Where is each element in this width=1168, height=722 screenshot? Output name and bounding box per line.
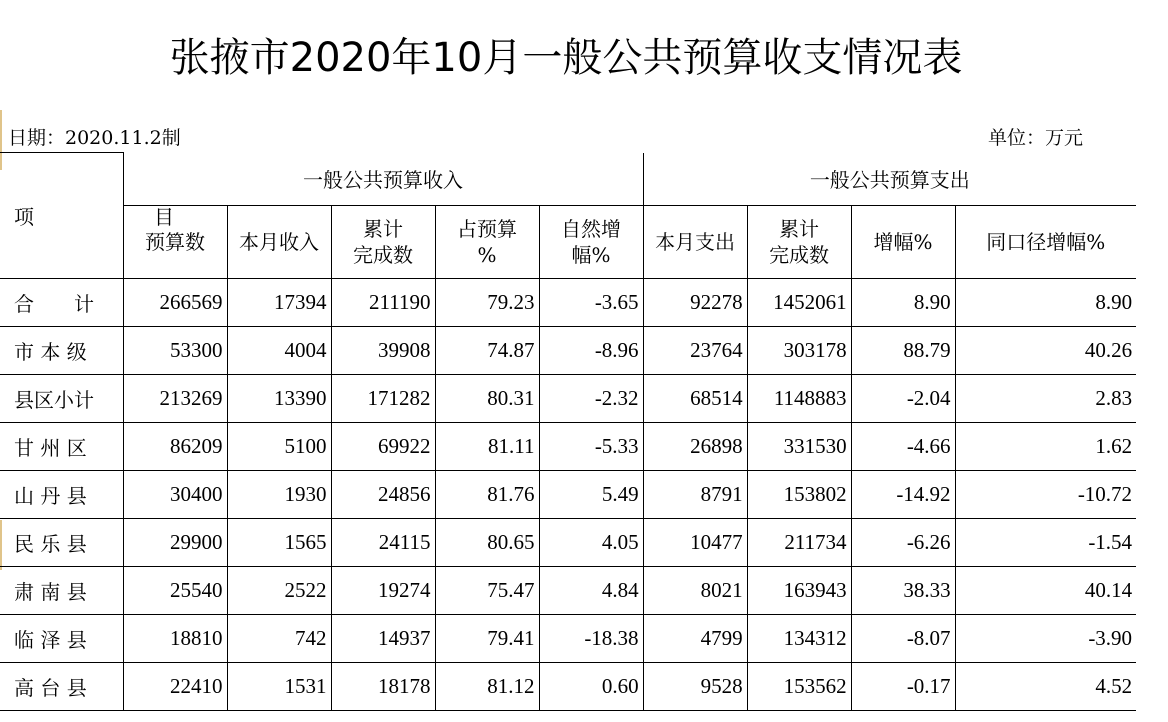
- cell-growth: -14.92: [851, 470, 955, 518]
- cell-growth: 8.90: [851, 278, 955, 326]
- cell-growth: 38.33: [851, 566, 955, 614]
- cell-natural-growth: -18.38: [539, 614, 643, 662]
- cell-cum-income: 211190: [331, 278, 435, 326]
- cell-budget-pct: 81.12: [435, 662, 539, 710]
- cell-cum-expense: 211734: [747, 518, 851, 566]
- cell-cum-expense: 153562: [747, 662, 851, 710]
- col-header-budget: 预算数: [123, 205, 227, 278]
- cell-growth: -4.66: [851, 422, 955, 470]
- cell-cum-expense: 163943: [747, 566, 851, 614]
- cell-budget-pct: 80.31: [435, 374, 539, 422]
- cell-month-income: 17394: [227, 278, 331, 326]
- col-header-cum-expense: 累计 完成数: [747, 205, 851, 278]
- cell-month-income: 2522: [227, 566, 331, 614]
- row-name: 高 台 县: [0, 662, 123, 710]
- cell-month-income: 1565: [227, 518, 331, 566]
- cell-cum-expense: 331530: [747, 422, 851, 470]
- cell-growth: -6.26: [851, 518, 955, 566]
- cell-cum-expense: 134312: [747, 614, 851, 662]
- cell-budget: 22410: [123, 662, 227, 710]
- cell-budget: 25540: [123, 566, 227, 614]
- cell-cum-income: 24115: [331, 518, 435, 566]
- cell-budget: 18810: [123, 614, 227, 662]
- row-name: 甘 州 区: [0, 422, 123, 470]
- cell-budget: 213269: [123, 374, 227, 422]
- cell-budget-pct: 81.11: [435, 422, 539, 470]
- row-name: 肃 南 县: [0, 566, 123, 614]
- cell-month-income: 4004: [227, 326, 331, 374]
- table-row: [0, 422, 1136, 470]
- cell-budget-pct: 81.76: [435, 470, 539, 518]
- cell-growth: 88.79: [851, 326, 955, 374]
- cell-month-expense: 4799: [643, 614, 747, 662]
- cell-same-basis-growth: -1.54: [955, 518, 1136, 566]
- cell-budget: 29900: [123, 518, 227, 566]
- cell-cum-income: 19274: [331, 566, 435, 614]
- cell-month-income: 1930: [227, 470, 331, 518]
- cell-cum-income: 39908: [331, 326, 435, 374]
- row-name: 县区小计: [0, 374, 123, 422]
- cell-budget: 53300: [123, 326, 227, 374]
- table-row: [0, 614, 1136, 662]
- cell-natural-growth: -3.65: [539, 278, 643, 326]
- row-name: 市 本 级: [0, 326, 123, 374]
- cell-natural-growth: 4.84: [539, 566, 643, 614]
- cell-growth: -0.17: [851, 662, 955, 710]
- cell-natural-growth: 5.49: [539, 470, 643, 518]
- col-header-month-expense: 本月支出: [643, 205, 747, 278]
- table-row: [0, 278, 1136, 326]
- cell-month-expense: 8021: [643, 566, 747, 614]
- cell-cum-expense: 153802: [747, 470, 851, 518]
- cell-budget-pct: 79.41: [435, 614, 539, 662]
- cell-budget-pct: 75.47: [435, 566, 539, 614]
- cell-same-basis-growth: 40.26: [955, 326, 1136, 374]
- cell-month-expense: 9528: [643, 662, 747, 710]
- cell-cum-income: 14937: [331, 614, 435, 662]
- page-title: 张掖市2020年10月一般公共预算收支情况表: [169, 35, 963, 81]
- col-header-same-basis-growth: 同口径增幅%: [955, 205, 1136, 278]
- cell-same-basis-growth: -3.90: [955, 614, 1136, 662]
- cell-month-income: 5100: [227, 422, 331, 470]
- row-name: 山 丹 县: [0, 470, 123, 518]
- income-group-header: 一般公共预算收入: [123, 153, 643, 206]
- cell-same-basis-growth: 40.14: [955, 566, 1136, 614]
- cell-month-expense: 10477: [643, 518, 747, 566]
- cell-same-basis-growth: 2.83: [955, 374, 1136, 422]
- table-row: [0, 566, 1136, 614]
- cell-budget: 86209: [123, 422, 227, 470]
- row-name: 民 乐 县: [0, 518, 123, 566]
- row-name: 临 泽 县: [0, 614, 123, 662]
- cell-same-basis-growth: 4.52: [955, 662, 1136, 710]
- table-row: [0, 662, 1136, 710]
- cell-cum-income: 18178: [331, 662, 435, 710]
- cell-cum-expense: 1148883: [747, 374, 851, 422]
- row-name: 合 计: [0, 278, 123, 326]
- cell-natural-growth: 0.60: [539, 662, 643, 710]
- budget-table: [0, 152, 1136, 711]
- cell-budget-pct: 79.23: [435, 278, 539, 326]
- col-header-month-income: 本月收入: [227, 205, 331, 278]
- cell-natural-growth: 4.05: [539, 518, 643, 566]
- table-row: [0, 470, 1136, 518]
- cell-growth: -8.07: [851, 614, 955, 662]
- cell-month-expense: 92278: [643, 278, 747, 326]
- cell-same-basis-growth: -10.72: [955, 470, 1136, 518]
- cell-month-income: 742: [227, 614, 331, 662]
- cell-growth: -2.04: [851, 374, 955, 422]
- cell-cum-expense: 303178: [747, 326, 851, 374]
- cell-budget-pct: 74.87: [435, 326, 539, 374]
- col-header-budget-pct: 占预算 %: [435, 205, 539, 278]
- cell-same-basis-growth: 8.90: [955, 278, 1136, 326]
- cell-natural-growth: -8.96: [539, 326, 643, 374]
- table-row: [0, 326, 1136, 374]
- cell-cum-income: 69922: [331, 422, 435, 470]
- cell-month-expense: 8791: [643, 470, 747, 518]
- cell-same-basis-growth: 1.62: [955, 422, 1136, 470]
- cell-budget-pct: 80.65: [435, 518, 539, 566]
- cell-month-expense: 26898: [643, 422, 747, 470]
- item-header: 项 目: [0, 153, 123, 279]
- cell-cum-income: 24856: [331, 470, 435, 518]
- cell-cum-income: 171282: [331, 374, 435, 422]
- cell-natural-growth: -2.32: [539, 374, 643, 422]
- cell-budget: 266569: [123, 278, 227, 326]
- expense-group-header: 一般公共预算支出: [643, 153, 1136, 206]
- cell-month-income: 13390: [227, 374, 331, 422]
- col-header-growth: 增幅%: [851, 205, 955, 278]
- table-row: [0, 374, 1136, 422]
- unit-label: 单位：万元: [988, 127, 1084, 149]
- col-header-cum-income: 累计 完成数: [331, 205, 435, 278]
- cell-month-expense: 23764: [643, 326, 747, 374]
- cell-month-expense: 68514: [643, 374, 747, 422]
- cell-month-income: 1531: [227, 662, 331, 710]
- col-header-natural-growth: 自然增 幅%: [539, 205, 643, 278]
- date-label: 日期：2020.11.2制: [8, 127, 181, 149]
- cell-budget: 30400: [123, 470, 227, 518]
- table-row: [0, 518, 1136, 566]
- cell-cum-expense: 1452061: [747, 278, 851, 326]
- cell-natural-growth: -5.33: [539, 422, 643, 470]
